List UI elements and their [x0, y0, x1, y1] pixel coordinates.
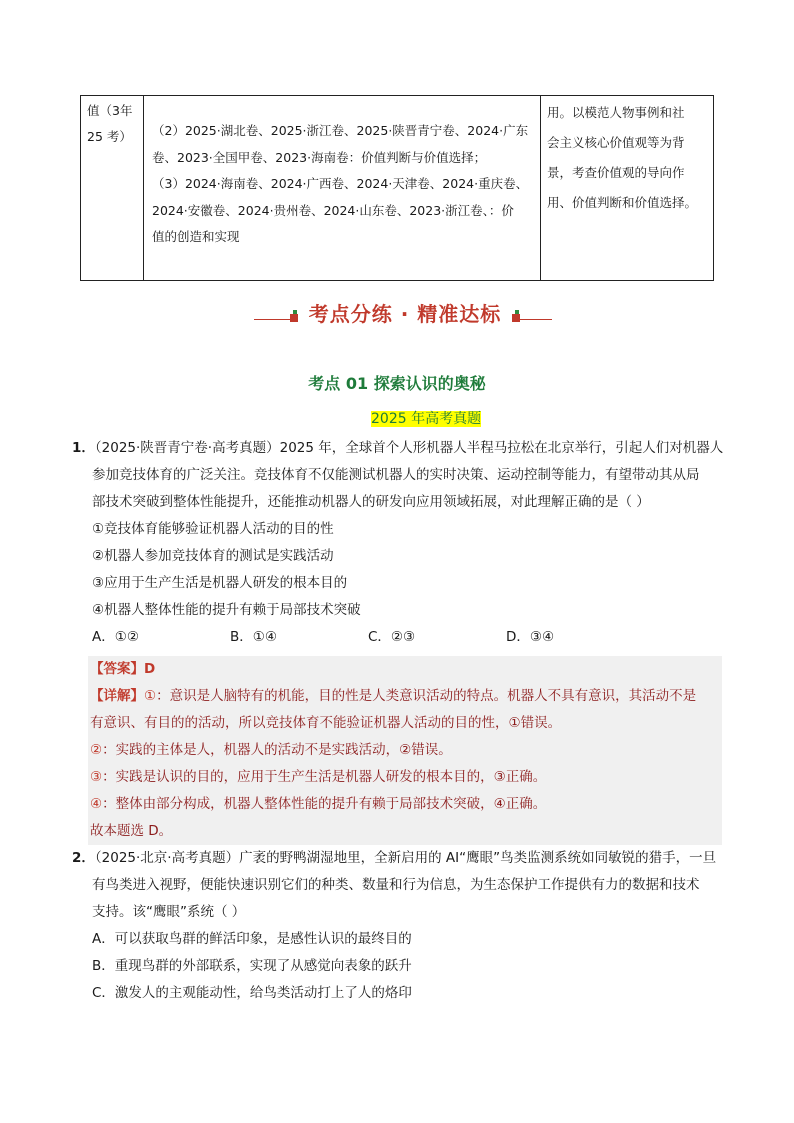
detail-mark: ④	[90, 796, 103, 812]
detail-line	[90, 791, 720, 818]
option-c: C．②③	[368, 629, 416, 645]
section-banner	[254, 298, 554, 334]
option-d: D．③④	[506, 629, 555, 645]
option-b: B．重现鸟群的外部联系，实现了从感觉向表象的跃升	[92, 958, 412, 974]
answer-explanation	[88, 656, 722, 845]
table-text: 用、价值判断和价值选择。	[547, 195, 698, 210]
statement-item: ①竞技体育能够验证机器人活动的目的性	[92, 521, 334, 537]
question-stem	[72, 435, 724, 462]
stem-text: 广袤的野鸭湖湿地里，全新启用的 AI“鹰眼”鸟类监测系统如同敏锐的猎手，一旦	[239, 850, 717, 866]
option-a: A．①②	[92, 629, 139, 645]
table-cell-category	[81, 96, 144, 280]
detail-line	[90, 764, 720, 791]
question-source: （2025·陕晋青宁卷·高考真题）	[94, 440, 280, 456]
table-text: 卷、2023·全国甲卷、2023·海南卷：价值判断与价值选择；	[152, 149, 487, 165]
detail-tag: 【详解】	[90, 688, 144, 704]
statement-item: ③应用于生产生活是机器人研发的根本目的	[92, 575, 348, 591]
detail-text: 有意识、有目的的活动，所以竞技体育不能验证机器人活动的目的性，①错误。	[90, 715, 562, 731]
table-text: （2）2025·湖北卷、2025·浙江卷、2025·陕晋青宁卷、2024·广东	[152, 123, 529, 138]
stem-text: 参加竞技体育的广泛关注。竞技体育不仅能测试机器人的实时决策、运动控制等能力，有望带动其从局	[92, 467, 700, 483]
stem-text: 支持。该“鹰眼”系统（ ）	[92, 904, 246, 920]
stem-text: 2025 年，全球首个人形机器人半程马拉松在北京举行，引起人们对机器人	[279, 440, 724, 456]
question-source: （2025·北京·高考真题）	[94, 850, 240, 866]
statement-item: ②机器人参加竞技体育的测试是实践活动	[92, 548, 334, 564]
detail-line	[90, 683, 720, 710]
banner-ornament-icon	[512, 314, 520, 322]
year-heading	[371, 408, 481, 430]
question-number: 2．	[72, 850, 95, 866]
table-text: 25 考）	[87, 129, 132, 144]
table-text: 会主义核心价值观等为背	[547, 135, 685, 150]
detail-text: ：意识是人脑特有的机能，目的性是人类意识活动的特点。机器人不具有意识，其活动不是	[156, 688, 697, 704]
banner-rule	[516, 319, 552, 320]
detail-mark: ①	[144, 688, 157, 704]
topic-heading: 考点 01 探索认识的奥秘	[308, 374, 486, 393]
question-stem	[72, 845, 724, 872]
detail-text: ：整体由部分构成，机器人整体性能的提升有赖于局部技术突破，④正确。	[102, 796, 547, 812]
question-2	[72, 845, 724, 1007]
table-cell-description	[541, 96, 713, 280]
answer-tag: 【答案】	[90, 661, 144, 677]
banner-ornament-icon	[290, 314, 298, 322]
detail-line	[90, 710, 720, 737]
detail-line	[90, 737, 720, 764]
detail-text: ：实践是认识的目的，应用于生产生活是机器人研发的根本目的，③正确。	[102, 769, 547, 785]
exam-info-table	[80, 95, 714, 281]
year-heading-text: 2025 年高考真题	[371, 411, 482, 427]
option-c: C．激发人的主观能动性，给鸟类活动打上了人的烙印	[92, 985, 412, 1001]
banner-title: 考点分练 · 精准达标	[308, 302, 502, 326]
detail-text: ：实践的主体是人，机器人的活动不是实践活动，②错误。	[102, 742, 452, 758]
detail-mark: ③	[90, 769, 103, 785]
question-1	[72, 435, 724, 651]
table-text: （3）2024·海南卷、2024·广西卷、2024·天津卷、2024·重庆卷、	[152, 176, 529, 191]
answer-options	[72, 624, 724, 651]
table-text: 景，考查价值观的导向作	[547, 165, 685, 180]
detail-mark: ②	[90, 742, 103, 758]
stem-text: 部技术突破到整体性能提升，还能推动机器人的研发向应用领域拓展，对此理解正确的是（ ）	[92, 494, 650, 510]
question-number: 1．	[72, 440, 95, 456]
option-a: A．可以获取鸟群的鲜活印象，是感性认识的最终目的	[92, 931, 412, 947]
table-text: 值（3年	[87, 103, 133, 118]
conclusion-line: 故本题选 D。	[90, 823, 173, 839]
answer-value: D	[144, 661, 156, 677]
table-cell-sources	[144, 96, 541, 280]
stem-text: 有鸟类进入视野，便能快速识别它们的种类、数量和行为信息，为生态保护工作提供有力的数据和技术	[92, 877, 700, 893]
banner-rule	[254, 319, 290, 320]
table-text: 值的创造和实现	[152, 229, 240, 244]
table-text: 用。以模范人物事例和社	[547, 105, 685, 120]
statement-item: ④机器人整体性能的提升有赖于局部技术突破	[92, 602, 361, 618]
table-text: 2024·安徽卷、2024·贵州卷、2024·山东卷、2023·浙江卷、：价	[152, 202, 514, 218]
answer-line	[90, 656, 720, 683]
option-b: B．①④	[230, 629, 277, 645]
